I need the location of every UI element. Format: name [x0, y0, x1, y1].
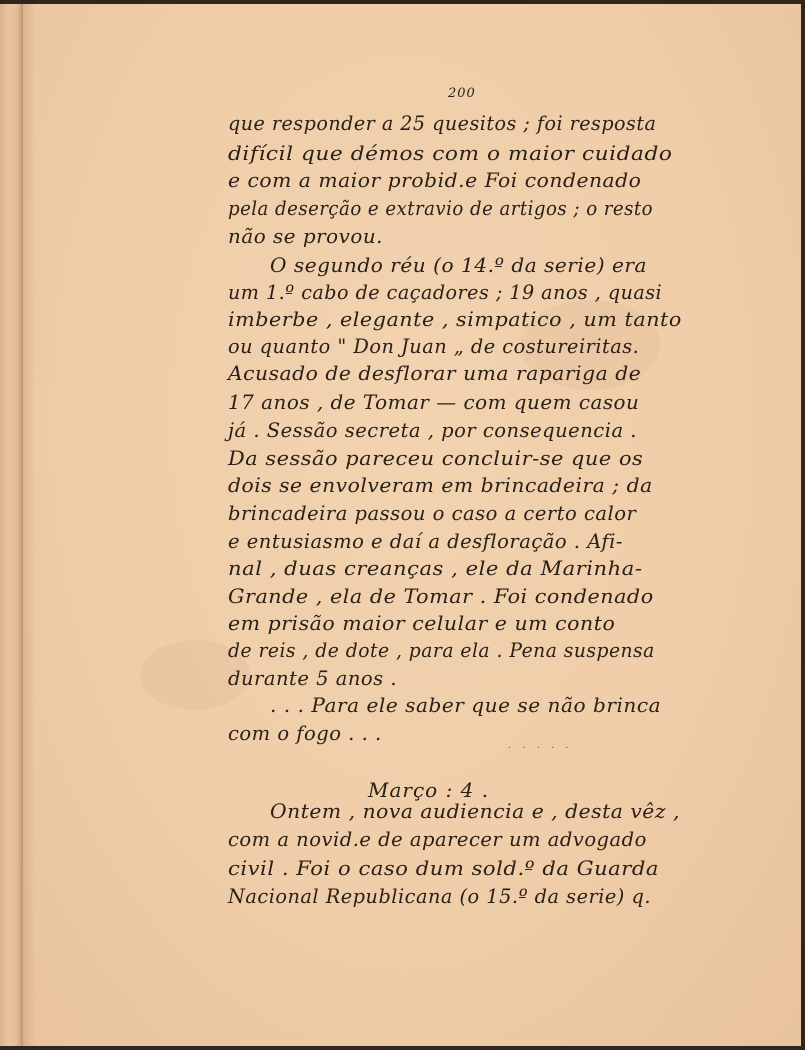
text-line: pela deserção e extravio de artigos ; o resto — [228, 197, 654, 220]
text-line: Ontem , nova audiencia e , desta vêz , — [270, 800, 680, 823]
page-number: 200 — [448, 86, 476, 101]
text-line: e entusiasmo e daí a desfloração . Afi- — [228, 530, 623, 553]
text-line: já . Sessão secreta , por consequencia . — [228, 419, 637, 442]
text-line: nal , duas creanças , ele da Marinha- — [228, 557, 643, 580]
text-line: e com a maior probid.e Foi condenado — [228, 169, 642, 192]
text-line: que responder a 25 quesitos ; foi resposta — [228, 112, 657, 135]
text-line: de reis , de dote , para ela . Pena suspensa — [228, 639, 655, 662]
text-line: com o fogo . . . — [228, 722, 382, 745]
text-line: dois se envolveram em brincadeira ; da — [228, 474, 653, 497]
binding-shadow — [22, 0, 36, 1050]
section-separator: . . . . . — [508, 740, 573, 751]
text-line: difícil que démos com o maior cuidado — [228, 142, 673, 165]
text-line: Nacional Republicana (o 15.º da serie) q. — [228, 885, 651, 908]
scan-frame-bottom — [0, 1046, 805, 1050]
scan-frame-right — [801, 0, 805, 1050]
text-line: não se provou. — [228, 225, 383, 248]
text-line: civil . Foi o caso dum sold.º da Guarda — [228, 857, 660, 880]
text-line: Acusado de desflorar uma rapariga de — [228, 362, 642, 385]
text-line: imberbe , elegante , simpatico , um tanto — [228, 308, 682, 331]
scan-frame-top — [0, 0, 805, 4]
date-heading: Março : 4 . — [368, 778, 490, 802]
text-line: 17 anos , de Tomar — com quem casou — [228, 391, 640, 414]
text-line: com a novid.e de aparecer um advogado — [228, 828, 647, 851]
text-line: um 1.º cabo de caçadores ; 19 anos , quasi — [228, 281, 663, 304]
text-line: em prisão maior celular e um conto — [228, 612, 616, 635]
text-line: Da sessão pareceu concluir-se que os — [228, 447, 644, 470]
text-line: brincadeira passou o caso a certo calor — [228, 502, 637, 525]
page-binding-edge — [0, 0, 23, 1050]
text-line: ou quanto " Don Juan „ de costureiritas. — [228, 335, 640, 358]
text-line: . . . Para ele saber que se não brinca — [270, 694, 662, 717]
text-line: durante 5 anos . — [228, 667, 398, 690]
text-line: O segundo réu (o 14.º da serie) era — [270, 254, 648, 277]
text-line: Grande , ela de Tomar . Foi condenado — [228, 585, 654, 608]
